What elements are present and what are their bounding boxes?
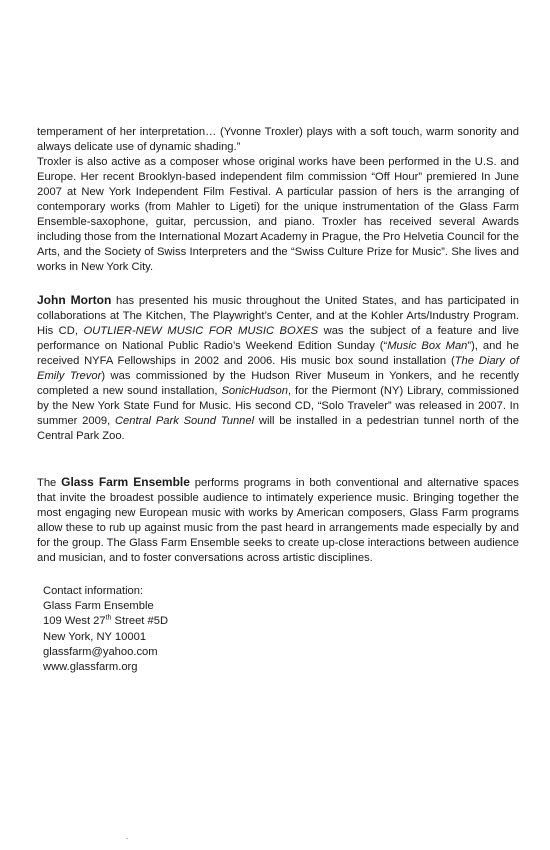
troxler-bio: Troxler is also active as a composer whose original works have been performed in the U.S. and Europe. Her recent Brooklyn-based independent film commission “Off Hour” premiered In June 2007 at New York Independent Film Festival. A particular passion of hers is the arranging of contemporary works (from Mahler to Ligeti) for the unique instrumentation of the Glass Farm Ensemble-saxophone, guitar, percussion, and piano. Troxler has received several Awards including those from the International Mozart Academy in Prague, the Pro Helvetia Council for the Arts, and the Society of Swiss Interpreters and the “Swiss Culture Prize for Music”. She lives and works in New York City. bbox=[37, 156, 519, 273]
troxler-quote-tail: temperament of her interpretation… (Yvonne Troxler) plays with a soft touch, warm sonority and always delicate use of dynamic shading.” bbox=[37, 126, 519, 153]
ensemble-paragraph: The Glass Farm Ensemble performs programs in both conventional and alternative spaces that invite the broadest possible audience to intimately experience music. Bringing together the most engaging new European music with works by American composers, Glass Farm programs allow these to rub up against music from the past heard in arrangements made especially by and for the group. The Glass Farm Ensemble seeks to create up-close interactions between audience and musician, and to foster conversations across artistic disciplines. bbox=[37, 475, 520, 564]
morton-paragraph: John Morton has presented his music throughout the United States, and has participated in collaborations at The Kitchen, The Playwright’s Center, and at the Kohler Arts/Industry Program. His CD, OUTLIER-NEW MUSIC FOR MUSIC BOXES was the subject of a feature and live performance on National Public Radio’s Weekend Edition Sunday (“Music Box Man”), and he received NYFA Fellowships in 2002 and 2006. His music box sound installation (The Diary of Emily Trevor) was commissioned by the Hudson River Museum in Yonkers, and he recently completed a new sound installation, SonicHudson, for the Piermont (NY) Library, commissioned by the New York State Fund for Music. His second CD, “Solo Traveler” was released in 2007. In summer 2009, Central Park Sound Tunnel will be installed in a pedestrian tunnel north of the Central Park Zoo. bbox=[37, 293, 520, 442]
sonichudson-title: SonicHudson bbox=[221, 385, 288, 397]
page-speck bbox=[126, 838, 128, 839]
troxler-paragraph bbox=[37, 125, 519, 275]
ensemble-name: Glass Farm Ensemble bbox=[61, 475, 190, 489]
morton-name: John Morton bbox=[37, 293, 112, 307]
contact-heading: Contact information: bbox=[43, 585, 144, 597]
contact-org: Glass Farm Ensemble bbox=[43, 600, 154, 613]
contact-block bbox=[37, 584, 519, 675]
contact-website-link[interactable]: www.glassfarm.org bbox=[43, 661, 138, 674]
contact-city: New York, NY 10001 bbox=[43, 630, 147, 643]
contact-email-link[interactable]: glassfarm@yahoo.com bbox=[43, 645, 158, 658]
document-page bbox=[37, 125, 519, 675]
radio-piece-title: Music Box Man bbox=[387, 340, 468, 352]
installation-title: The Diary of Emily Trevor bbox=[37, 355, 519, 382]
contact-street: 109 West 27th Street #5D bbox=[43, 614, 169, 628]
cd-title: OUTLIER-NEW MUSIC FOR MUSIC BOXES bbox=[83, 325, 319, 337]
sound-tunnel-title: Central Park Sound Tunnel bbox=[114, 415, 255, 427]
